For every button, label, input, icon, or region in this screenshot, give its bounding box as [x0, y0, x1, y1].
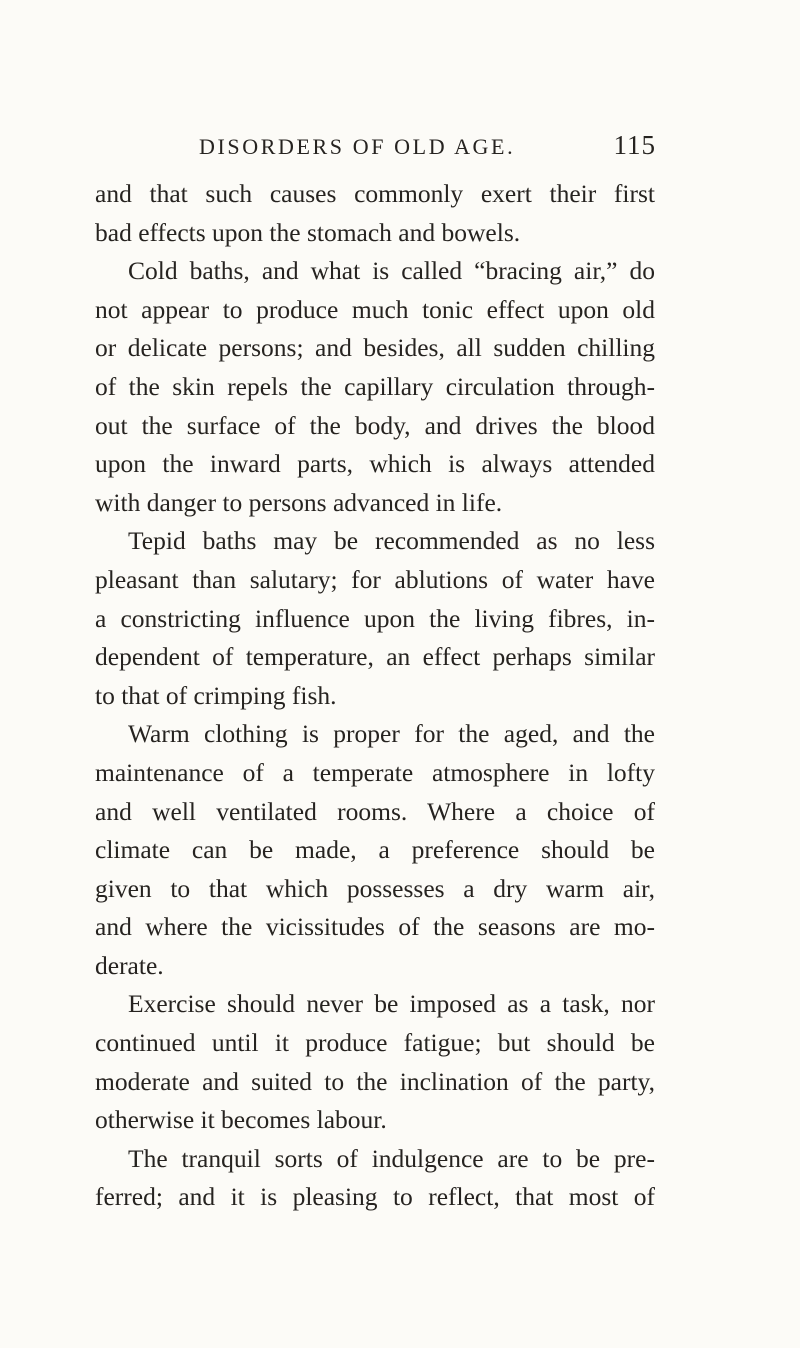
text-line: Exercise should never be imposed as a task, nor — [128, 989, 655, 1019]
text-line: continued until it produce fatigue; but should be — [95, 1028, 655, 1058]
text-line: to that of crimping fish. — [95, 680, 337, 710]
running-title: DISORDERS OF OLD AGE. — [199, 134, 516, 159]
text-line: moderate and suited to the inclination of the party, — [95, 1066, 655, 1096]
body-text — [95, 175, 655, 1217]
text-line: otherwise it becomes labour. — [95, 1105, 387, 1135]
text-line: Tepid baths may be recommended as no less — [128, 526, 655, 556]
text-line: derate. — [95, 950, 164, 980]
text-line: bad effects upon the stomach and bowels. — [95, 217, 521, 247]
text-line: and well ventilated rooms. Where a choice of — [95, 796, 655, 826]
text-line: of the skin repels the capillary circulation through- — [95, 371, 655, 401]
text-line: and where the vicissitudes of the seasons are mo- — [95, 912, 655, 942]
text-line: or delicate persons; and besides, all sudden chilling — [95, 333, 655, 363]
text-line: with danger to persons advanced in life. — [95, 487, 503, 517]
text-line: out the surface of the body, and drives the blood — [95, 410, 655, 440]
text-line: pleasant than salutary; for ablutions of water have — [95, 564, 655, 594]
text-line: not appear to produce much tonic effect upon old — [95, 294, 655, 324]
text-line: Cold baths, and what is called “bracing air,” do — [128, 256, 655, 286]
text-line: upon the inward parts, which is always attended — [95, 449, 655, 479]
text-line: and that such causes commonly exert their first — [95, 179, 655, 208]
page-number: 115 — [613, 130, 656, 160]
text-line: The tranquil sorts of indulgence are to be pre- — [128, 1143, 655, 1173]
running-head — [96, 130, 656, 164]
text-line: dependent of temperature, an effect perhaps similar — [95, 642, 655, 672]
text-line: Warm clothing is proper for the aged, and the — [128, 719, 655, 749]
text-line: given to that which possesses a dry warm air, — [95, 873, 655, 903]
text-line: climate can be made, a preference should be — [95, 835, 655, 865]
text-line: ferred; and it is pleasing to reflect, that most of — [95, 1182, 655, 1212]
text-line: maintenance of a temperate atmosphere in lofty — [95, 757, 655, 787]
text-line: a constricting influence upon the living fibres, in- — [95, 603, 655, 633]
